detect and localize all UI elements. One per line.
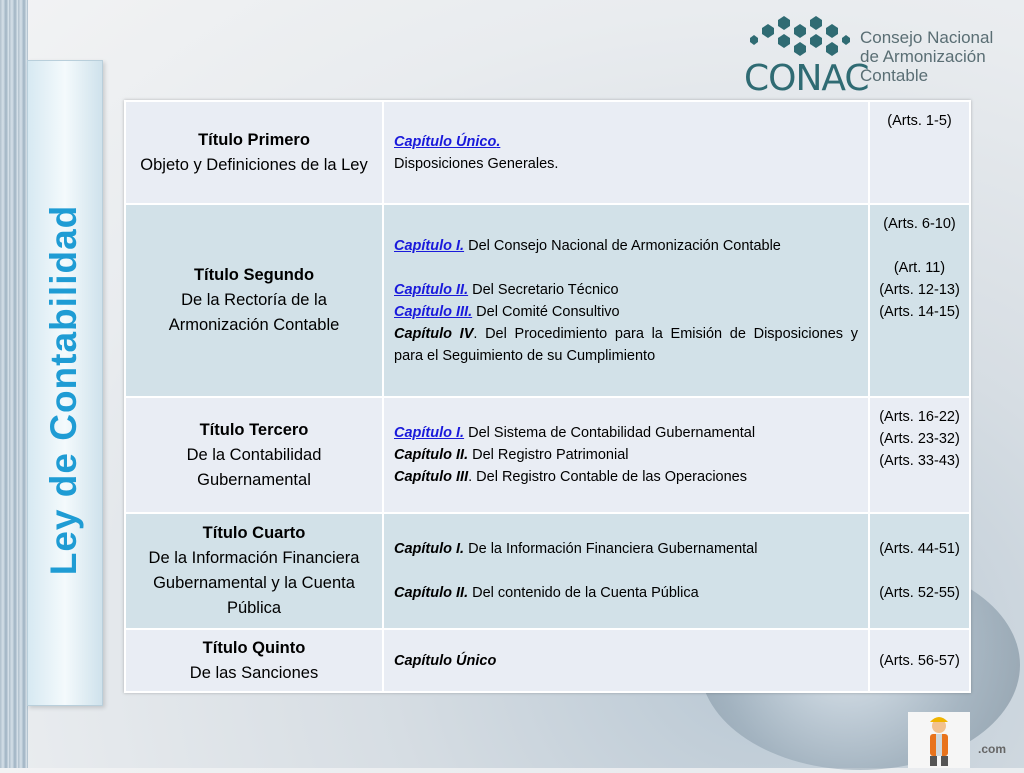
arts-cell xyxy=(869,204,970,397)
titulo-heading: Título Primero xyxy=(198,130,310,149)
capitulo-entry xyxy=(394,444,858,466)
watermark-text: .com xyxy=(978,742,1007,756)
capitulo-text: Del Secretario Técnico xyxy=(472,281,619,298)
conac-logo xyxy=(742,14,1012,100)
arts-cell xyxy=(869,101,970,204)
table-row xyxy=(125,513,970,629)
titulo-desc: De la Contabilidad Gubernamental xyxy=(186,445,322,489)
titulo-cell xyxy=(125,101,383,204)
arts-range: (Arts. 16-22) xyxy=(879,409,960,425)
capitulo-entry xyxy=(394,279,858,301)
capitulo-text: Disposiciones Generales. xyxy=(394,155,559,172)
capitulos-cell xyxy=(383,101,869,204)
arts-range: (Arts. 56-57) xyxy=(879,652,960,669)
arts-range: (Arts. 33-43) xyxy=(879,453,960,469)
titulo-desc: De las Sanciones xyxy=(189,663,319,682)
capitulo-text: Del Consejo Nacional de Armonización Contable xyxy=(468,237,781,254)
titulo-heading: Título Tercero xyxy=(199,420,309,439)
arts-range: (Arts. 44-51) xyxy=(879,541,960,557)
capitulos-cell xyxy=(383,629,869,692)
arts-range: (Arts. 12-13) xyxy=(879,282,960,298)
capitulo-label: Capítulo II. xyxy=(394,585,469,601)
capitulo-label: Capítulo III xyxy=(394,469,469,485)
capitulo-label: Capítulo II. xyxy=(394,447,469,463)
capitulo-text: Del contenido de la Cuenta Pública xyxy=(472,585,699,601)
capitulo-label: Capítulo I. xyxy=(394,541,465,557)
titulo-cell xyxy=(125,629,383,692)
capitulo-text: Del Comité Consultivo xyxy=(476,303,620,320)
capitulo-entry xyxy=(394,235,858,257)
left-stripes xyxy=(0,0,28,768)
arts-cell xyxy=(869,629,970,692)
table-row xyxy=(125,101,970,204)
arts-range: (Arts. 1-5) xyxy=(887,113,952,129)
capitulo-entry xyxy=(394,538,858,560)
capitulo-link-suffix[interactable]: . xyxy=(496,133,501,150)
arts-cell xyxy=(869,513,970,629)
arts-range: (Arts. 14-15) xyxy=(879,304,960,320)
capitulo-entry xyxy=(394,582,858,604)
arts-range: (Arts. 23-32) xyxy=(879,431,960,447)
capitulos-cell xyxy=(383,397,869,513)
titulo-desc: De la Rectoría de la Armonización Contable xyxy=(168,291,340,334)
capitulo-label: Capítulo IV xyxy=(394,325,474,342)
arts-cell xyxy=(869,397,970,513)
capitulo-link[interactable]: Capítulo I. xyxy=(394,237,465,254)
worker-icon xyxy=(908,712,970,768)
capitulo-text: . Del Procedimiento para la Emisión de Disposiciones y para el Seguimiento de su Cumplimiento xyxy=(394,325,858,364)
capitulos-cell xyxy=(383,513,869,629)
table-row xyxy=(125,204,970,397)
table-row xyxy=(125,397,970,513)
titulo-heading: Título Cuarto xyxy=(202,524,306,542)
table-row xyxy=(125,629,970,692)
arts-range: (Arts. 52-55) xyxy=(879,585,960,601)
capitulo-text: De la Información Financiera Gubernamental xyxy=(468,541,758,557)
capitulo-label: Capítulo Único xyxy=(394,652,497,669)
arts-range: (Art. 11) xyxy=(893,260,946,276)
titulo-heading: Título Segundo xyxy=(193,266,315,284)
logo-org-name xyxy=(860,28,993,85)
logo-org-line3: Contable xyxy=(860,66,929,85)
capitulo-link[interactable]: Capítulo I. xyxy=(394,425,465,441)
arts-range: (Arts. 6-10) xyxy=(883,216,956,232)
capitulo-entry xyxy=(394,422,858,444)
capitulo-link[interactable]: Capítulo III. xyxy=(394,303,473,320)
capitulo-link[interactable]: Capítulo Único xyxy=(394,133,497,150)
titulo-cell xyxy=(125,513,383,629)
logo-org-line1: Consejo Nacional xyxy=(860,28,994,47)
logo-org-line2: de Armonización xyxy=(860,47,986,66)
capitulo-link[interactable]: Capítulo II. xyxy=(394,281,469,298)
capitulo-text: Del Sistema de Contabilidad Gubernamental xyxy=(468,425,756,441)
titulo-cell xyxy=(125,204,383,397)
capitulo-text: Del Registro Patrimonial xyxy=(472,447,629,463)
capitulo-text: . Del Registro Contable de las Operaciones xyxy=(468,469,747,485)
logo-brand: CONAC xyxy=(744,58,869,99)
capitulo-entry xyxy=(394,301,858,323)
titulo-desc: De la Información Financiera Gubernamental y la Cuenta Pública xyxy=(148,549,360,617)
hexagon-cluster-icon xyxy=(748,14,852,62)
titulo-cell xyxy=(125,397,383,513)
law-structure-table xyxy=(124,100,971,693)
capitulo-entry xyxy=(394,323,858,367)
titulo-desc: Objeto y Definiciones de la Ley xyxy=(140,155,368,174)
capitulos-cell xyxy=(383,204,869,397)
capitulo-entry xyxy=(394,466,858,488)
side-title: Ley de Contabilidad xyxy=(43,204,84,576)
titulo-heading: Título Quinto xyxy=(202,638,306,657)
